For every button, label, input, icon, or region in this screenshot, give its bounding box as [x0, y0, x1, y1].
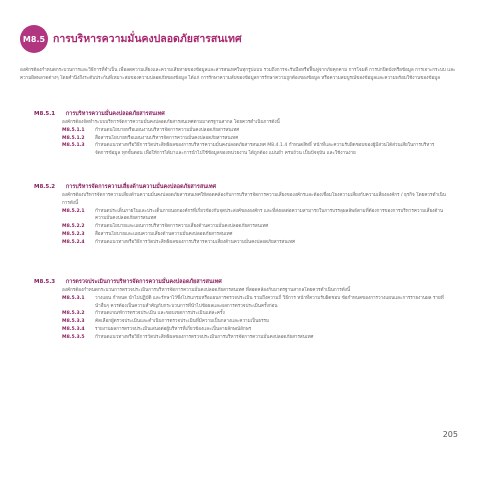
section-title: การบริหารจัดการความเสี่ยงด้านความมั่นคงปลอดภัยสารสนเทศ — [65, 184, 216, 190]
list-item — [62, 334, 446, 342]
item-code: M8.5.1.1 — [62, 127, 85, 133]
section-heading — [34, 278, 446, 286]
item-text: กำหนดแนวทางหรือวิธีการวัดประสิทธิผลของการบริหารความเสี่ยงด้านความมั่นคงปลอดภัยสารสนเทศ — [95, 239, 296, 245]
list-item — [62, 135, 446, 143]
item-code: M8.5.2.2 — [62, 224, 85, 230]
list-item — [62, 318, 446, 326]
item-text: รายงานผลการตรวจประเมินเสนอต่อผู้บริหารที่เกี่ยวข้องและเป็นลายลักษณ์อักษร — [95, 326, 252, 332]
intro-paragraph: องค์กรต้องกำหนดกระบวนการและวิธีการที่จำเป็น เพื่อลดความเสี่ยงและความเสียหายของข้อมูลและสารสนเทศในทุกรูปแบบ รวมถึงการจะรับมือหรือฟื้นฟูจากภัยคุกคาม การโจมตี การปกปิดบังหรือข้อมูล การเจาะกระบบ และความผิดพลาดต่างๆ โดยคำนึงถึงระดับประกันที่เหมาะสมของความปลอดภัยของข้อมูล ได้แก่ การรักษาความลับของข้อมูลการรักษาความถูกต้องของข้อมูล หรือความสมบูรณ์ของข้อมูลและความพร้อมใช้งานของข้อมูล — [20, 68, 456, 82]
section-m8-5-2 — [34, 183, 446, 247]
list-item — [62, 239, 446, 247]
section-description: องค์กรต้องจัดทำระบบบริหารจัดการความมั่นคงปลอดภัยสารสนเทศตามมาตรฐานสากล โดยควรดำเนินการดังนี้ — [62, 120, 280, 125]
item-code: M8.5.3.1 — [62, 295, 85, 301]
section-m8-5-1 — [34, 110, 446, 158]
section-heading — [34, 183, 446, 191]
item-code: M8.5.2.4 — [62, 239, 85, 245]
item-text: วางแผน กำหนด นำไปปฏิบัติ และรักษาไว้ซึ่งโปรแกรมหรือแผนการตรวจประเมิน รวมถึงความถี่ วิธีการ หน้าที่ความรับผิดชอบ ข้อกำหนดของการวางแผนและการรายงานผล รายที่นำอื่นๆ ควรต้องเป็นความสำคัญกับกระบวนการที่นำไปข้อผลและผลการตรวจประเมินครั้งก่อน — [95, 295, 444, 309]
section-number: M8.5.3 — [34, 279, 56, 285]
section-number: M8.5.1 — [34, 111, 56, 117]
item-text: กำหนดนโยบายหรือแผนงานบริหารจัดการความมั่นคงปลอดภัยสารสนเทศ — [95, 127, 240, 133]
item-text: กำหนดนโยบายและแผนการบริหารจัดการความเสี่ยงด้านความมั่นคงปลอดภัยสารสนเทศ — [95, 224, 269, 230]
item-code: M8.5.1.2 — [62, 135, 85, 141]
item-text: สื่อสารนโยบายและแผนความเสี่ยงด้านความมั่นคงปลอดภัยสารสนเทศ — [95, 231, 233, 237]
list-item — [62, 208, 446, 224]
item-text: คัดเลือกผู้ตรวจประเมินและดำเนินการตรวจประเมินที่มีความเป็นกลางและความเป็นธรรม — [95, 319, 270, 325]
item-code: M8.5.3.5 — [62, 334, 85, 340]
section-m8-5-3 — [34, 278, 446, 342]
item-code: M8.5.3.2 — [62, 311, 85, 317]
item-text: กำหนดเกณฑ์การตรวจประเมิน และขอบเขตการประเมินแต่ละครั้ง — [95, 311, 225, 317]
list-item — [62, 223, 446, 231]
list-item — [62, 295, 446, 311]
section-description: องค์กรต้องกำหนดกระบวนการตรวจประเมินการบริหารจัดการความมั่นคงปลอดภัยสารสนเทศ ที่สอดคล้องกับมาตรฐานสากลโดยควรดำเนินการดังนี้ — [62, 288, 351, 293]
item-code: M8.5.2.3 — [62, 231, 85, 237]
list-item — [62, 310, 446, 318]
section-title: การตรวจประเมินการบริหารจัดการความมั่นคงปลอดภัยสารสนเทศ — [65, 279, 222, 285]
item-code: M8.5.1.3 — [62, 143, 85, 149]
section-title: การบริหารความมั่นคงปลอดภัยสารสนเทศ — [65, 111, 165, 117]
item-text: กำหนดแนวทางหรือวิธีการวัดประสิทธิผลของการตรวจประเมินการบริหารจัดการความมั่นคงปลอดภัยสารสนเทศ — [95, 334, 314, 340]
item-text: สื่อสารนโยบายหรือแผนงานบริหารจัดการความมั่นคงปลอดภัยสารสนเทศ — [95, 135, 239, 141]
section-heading — [34, 110, 446, 118]
page-number: 205 — [442, 430, 458, 439]
item-text: กำหนดแนวทางหรือวิธีการวัดประสิทธิผลของการบริหารความมั่นคงปลอดภัยสารสนเทศ M8.4.1.4 กำหนดสิทธิ์ หน้าที่และความรับผิดชอบของผู้มีส่วนได้ส่วนเสียในการบริหารจัดการข้อมูล ทุกขั้นตอน เพื่อให้การได้มาและการนำไปใช้ข้อมูลของหน่วยงาน ได้ถูกต้อง แม่นยำ ครบถ้วน เป็นปัจจุบัน และใช้งานง่าย — [95, 143, 435, 157]
item-text: กำหนดประเด็นภายในและประเด็นภายนอกองค์กรที่เกี่ยวข้องกับจุดประสงค์ขององค์กร และที่ส่งผลต่อความสามารถในการบรรลุผลลัพธ์ตามที่ต้องการของการบริหารความเสี่ยงด้านความมั่นคงปลอดภัยสารสนเทศ — [95, 208, 444, 222]
list-item — [62, 127, 446, 135]
section-number: M8.5.2 — [34, 184, 56, 190]
list-item — [62, 231, 446, 239]
section-description: องค์กรต้องบริหารจัดการความเสี่ยงด้านความมั่นคงปลอดภัยสารสนเทศให้สอดคล้องกับการบริหารจัดการความเสี่ยงของงค์กรและต้องเชื่อมโยงความเสี่ยงกับความเสี่ยงองค์กร / ธุรกิจ โดยควรดำเนินการดังนี้ — [62, 193, 446, 206]
list-item — [62, 326, 446, 334]
page-title: การบริหารความมั่นคงปลอดภัยสารสนเทศ — [53, 33, 242, 45]
list-item — [62, 142, 446, 158]
item-code: M8.5.3.3 — [62, 319, 85, 325]
item-code: M8.5.3.4 — [62, 326, 85, 332]
item-code: M8.5.2.1 — [62, 208, 85, 214]
section-badge: M8.5 — [20, 25, 48, 53]
